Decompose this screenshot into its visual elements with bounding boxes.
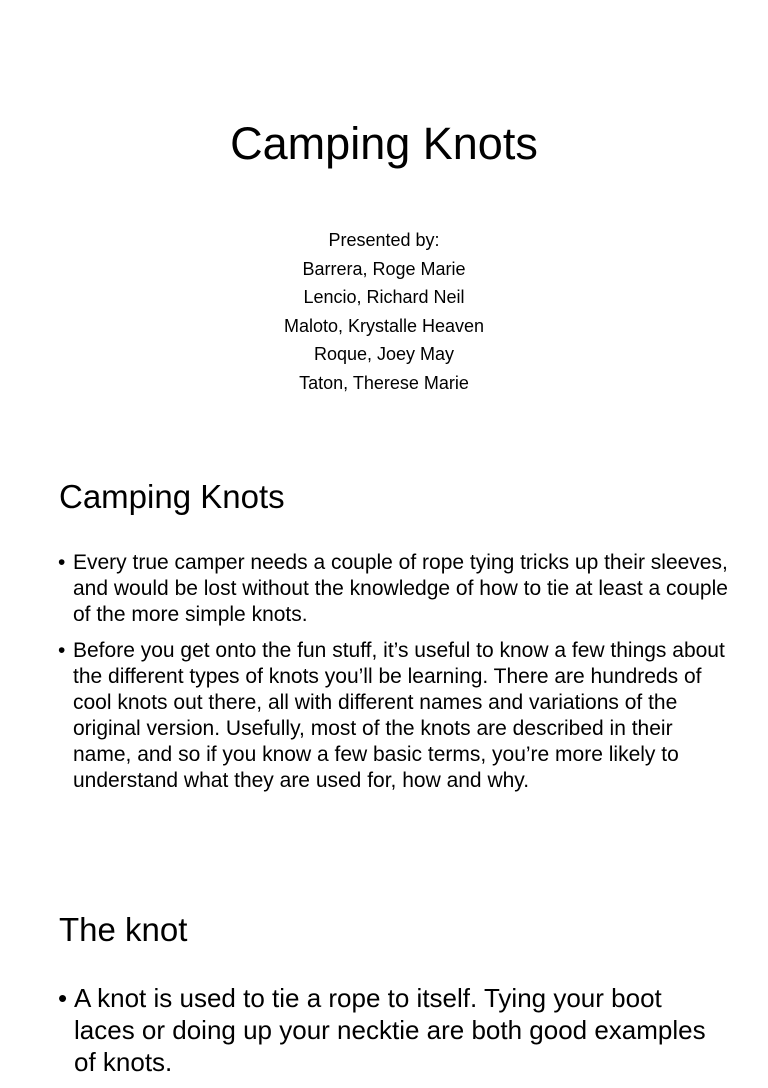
presenter-list <box>0 226 768 398</box>
presented-by-label: Presented by: <box>328 230 440 250</box>
bullet-list <box>58 982 728 1088</box>
slide-heading: The knot <box>59 911 188 948</box>
slide-heading: Camping Knots <box>59 478 285 515</box>
presenter-name: Roque, Joey May <box>313 344 455 365</box>
bullet-symbol: • <box>58 551 66 574</box>
presenter-name: Maloto, Krystalle Heaven <box>283 315 485 336</box>
bullet-list <box>58 550 728 804</box>
presentation-title: Camping Knots <box>230 118 538 169</box>
bullet-text: Before you get onto the fun stuff, it’s useful to know a few things about the different types of knots you’ll be learning. There are hundreds of cool knots out there, all with different names and variations of the original version. Usefully, most of the knots are described in their name, and so if you know a few basic terms, you’re more likely to understand what they are used for, how and why. <box>73 639 725 792</box>
bullet-text: A knot is used to tie a rope to itself. Tying your boot laces or doing up your necktie are both good examples of knots. <box>74 983 706 1077</box>
presenter-name: Barrera, Roge Marie <box>302 258 466 279</box>
bullet-text: Every true camper needs a couple of rope tying tricks up their sleeves, and would be lost without the knowledge of how to tie at least a couple of the more simple knots. <box>73 551 728 626</box>
intro-slide <box>0 440 768 880</box>
knot-definition-slide <box>0 880 768 1077</box>
bullet-item <box>58 982 728 1078</box>
bullet-item <box>58 638 728 794</box>
bullet-symbol: • <box>58 639 66 662</box>
bullet-item <box>58 550 728 628</box>
title-slide <box>0 0 768 440</box>
presenter-name: Lencio, Richard Neil <box>303 287 465 308</box>
presenter-name: Taton, Therese Marie <box>299 372 469 393</box>
bullet-symbol: • <box>58 983 68 1013</box>
